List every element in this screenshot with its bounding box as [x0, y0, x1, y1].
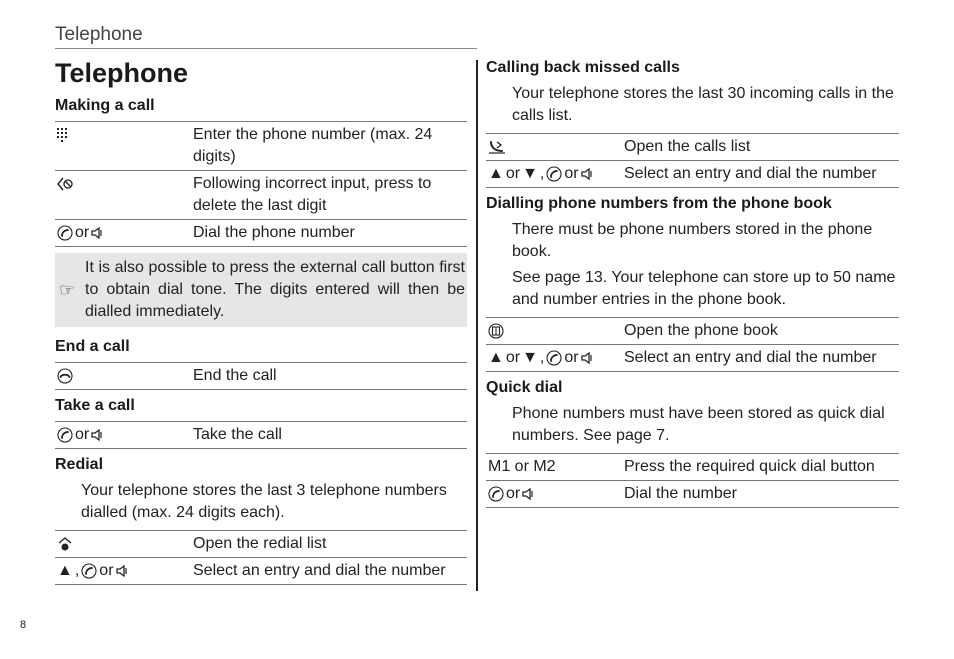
step-text: Open the redial list: [191, 531, 467, 558]
header-label: Telephone: [55, 24, 143, 45]
comma-separator: ,: [539, 349, 545, 366]
phonebook-description-1: There must be phone numbers stored in the phone book.: [512, 221, 873, 260]
step-text: Press the required quick dial button: [622, 454, 899, 481]
left-column: [55, 96, 467, 591]
or-label: or: [75, 426, 90, 443]
speaker-icon: [522, 487, 534, 501]
phonebook-description-2: See page 13. Your telephone can store up to 50 name and number entries in the phone book.: [512, 269, 896, 308]
step-text: Enter the phone number (max. 24 digits): [191, 122, 467, 171]
making-call-heading: Making a call: [55, 97, 155, 114]
phonebook-heading: Dialling phone numbers from the phone book: [486, 195, 832, 212]
or-label: or: [505, 349, 521, 366]
take-call-table: [55, 421, 467, 449]
column-divider: [476, 60, 478, 591]
up-arrow-icon: ▲: [488, 165, 504, 182]
or-label: or: [564, 165, 579, 182]
redial-description: Your telephone stores the last 3 telephone numbers dialled (max. 24 digits each).: [81, 482, 447, 521]
header-rule: [55, 48, 477, 49]
making-call-table: [55, 121, 467, 247]
speaker-icon: [581, 167, 593, 181]
keypad-icon: [57, 128, 69, 142]
quick-dial-description: Phone numbers must have been stored as quick dial numbers. See page 7.: [512, 405, 885, 444]
step-text: Dial the phone number: [191, 220, 467, 247]
end-call-icon: [57, 368, 73, 384]
missed-calls-table: [486, 133, 899, 188]
table-row: [55, 531, 467, 558]
pointing-hand-icon: ☞: [59, 279, 76, 300]
handset-icon: [546, 350, 562, 366]
tip-text: It is also possible to press the external call button first to obtain dial tone. The digits entered will then be dialled immediately.: [85, 259, 465, 320]
step-text: Select an entry and dial the number: [191, 558, 467, 585]
quick-dial-keys: M1 or M2: [486, 454, 622, 481]
page-title: Telephone: [55, 58, 189, 88]
end-call-heading: End a call: [55, 338, 130, 355]
missed-calls-heading: Calling back missed calls: [486, 59, 680, 76]
handset-icon: [81, 563, 97, 579]
or-label: or: [564, 349, 579, 366]
speaker-icon: [91, 226, 103, 240]
table-row: [55, 122, 467, 171]
table-row: [486, 318, 899, 345]
table-row: [55, 220, 467, 247]
speaker-icon: [581, 351, 593, 365]
table-row: [486, 345, 899, 372]
step-text: Open the calls list: [622, 134, 899, 161]
take-call-heading: Take a call: [55, 397, 135, 414]
handset-icon: [57, 427, 73, 443]
handset-icon: [546, 166, 562, 182]
delete-icon: [57, 177, 75, 191]
down-arrow-icon: ▼: [522, 349, 538, 366]
or-label: or: [505, 165, 521, 182]
comma-separator: ,: [74, 562, 80, 579]
table-row: [486, 481, 899, 508]
step-text: Dial the number: [622, 481, 899, 508]
speaker-icon: [91, 428, 103, 442]
table-row: [55, 558, 467, 585]
step-text: Following incorrect input, press to delete the last digit: [191, 171, 467, 220]
up-arrow-icon: ▲: [57, 562, 73, 579]
step-text: Open the phone book: [622, 318, 899, 345]
handset-icon: [57, 225, 73, 241]
quick-dial-heading: Quick dial: [486, 379, 563, 396]
tip-note: [55, 253, 467, 327]
redial-table: [55, 530, 467, 585]
step-text: Take the call: [191, 422, 467, 449]
table-row: [55, 422, 467, 449]
quick-dial-table: [486, 453, 899, 508]
or-label: or: [506, 485, 521, 502]
handset-icon: [488, 486, 504, 502]
table-row: [486, 454, 899, 481]
end-call-table: [55, 362, 467, 390]
missed-calls-description: Your telephone stores the last 30 incoming calls in the calls list.: [512, 85, 894, 124]
down-arrow-icon: ▼: [522, 165, 538, 182]
or-label: or: [75, 224, 90, 241]
step-text: Select an entry and dial the number: [622, 345, 899, 372]
phonebook-icon: [488, 323, 504, 339]
table-row: [55, 363, 467, 390]
up-arrow-icon: ▲: [488, 349, 504, 366]
or-label: or: [99, 562, 114, 579]
step-text: End the call: [191, 363, 467, 390]
calls-list-icon: [488, 140, 506, 154]
speaker-icon: [116, 564, 128, 578]
right-column: [486, 58, 899, 514]
table-row: [486, 161, 899, 188]
redial-heading: Redial: [55, 456, 104, 473]
table-row: [486, 134, 899, 161]
redial-icon: [57, 536, 73, 552]
table-row: [55, 171, 467, 220]
page-number: 8: [20, 619, 27, 631]
phonebook-table: [486, 317, 899, 372]
comma-separator: ,: [539, 165, 545, 182]
step-text: Select an entry and dial the number: [622, 161, 899, 188]
